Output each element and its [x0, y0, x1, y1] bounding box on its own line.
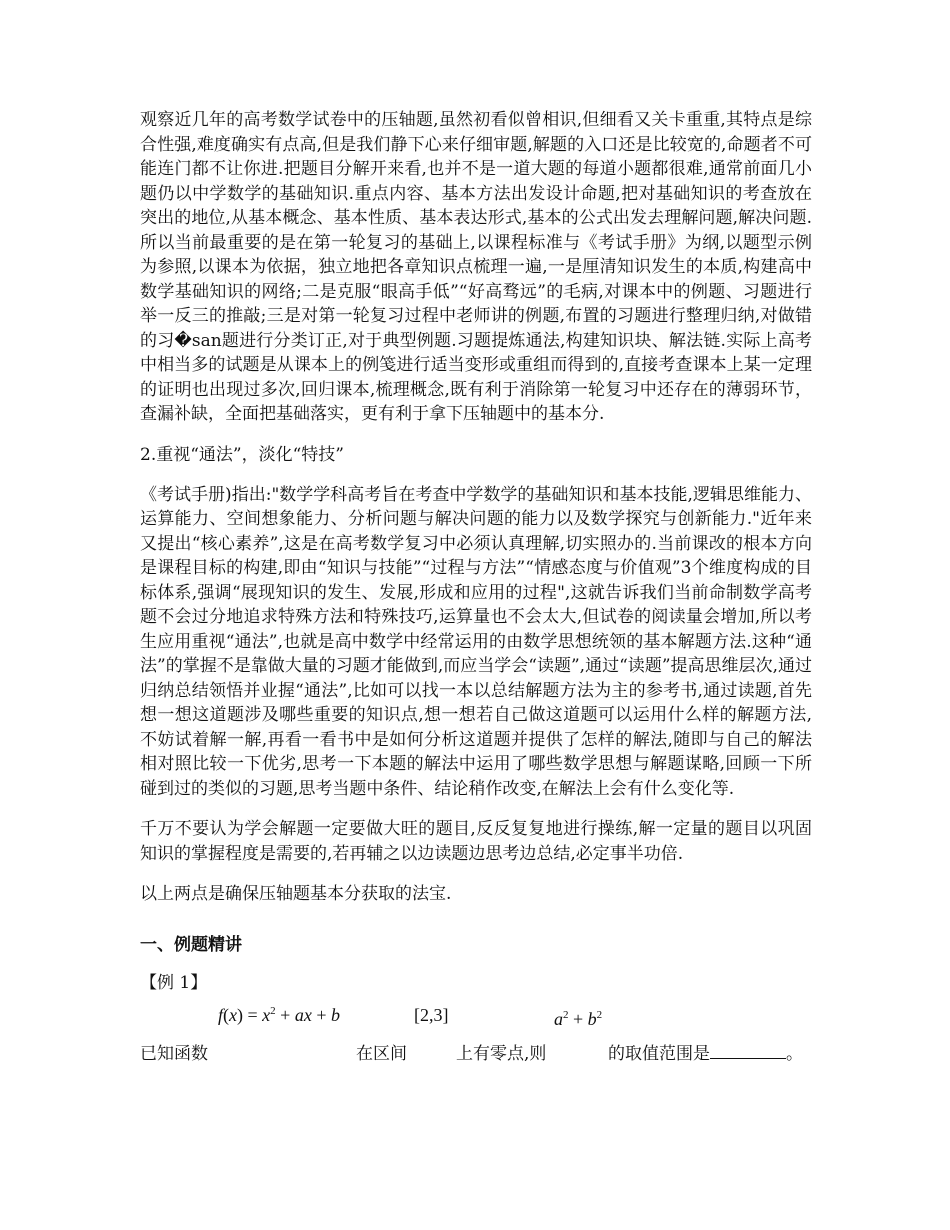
function-formula: $f(x) = x^2$ + ax + b	[218, 1004, 340, 1025]
example-problem	[140, 995, 812, 1065]
answer-blank[interactable]	[710, 1044, 786, 1059]
paragraph-1: 观察近几年的高考数学试卷中的压轴题,虽然初看似曾相识,但细看又关卡重重,其特点是综合性强,难度确实有点高,但是我们静下心来仔细审题,解题的入口还是比较宽的,命题者不可能连门都不让你进.把题目分解开来看,也并不是一道大题的每道小题都很难,通常前面几小题仍以中学数学的基础知识.重点内容、基本方法出发设计命题,把对基础知识的考查放在突出的地位,从基本概念、基本性质、基本表达形式,基本的公式出发去理解问题,解决问题.所以当前最重要的是在第一轮复习的基础上,以课程标准与《考试手册》为纲,以题型示例为参照,以课本为依据，独立地把各章知识点梳理一遍,一是厘清知识发生的本质,构建高中数学基础知识的网络;二是克服“眼高手低”“好高骛远”的毛病,对课本中的例题、习题进行举一反三的推敲;三是对第一轮复习过程中老师讲的例题,布置的习题进行整理归纳,对做错的习�san题进行分类订正,对于典型例题.习题提炼通法,构建知识块、解法链.实际上高考中相当多的试题是从课本上的例笺进行适当变形或重组而得到的,直接考查课本上某一定理的证明也出现过多次,回归课本,梳理概念,既有利于消除第一轮复习中还存在的薄弱环节，查漏补缺，全面把基础落实，更有利于拿下压轴题中的基本分.	[140, 110, 812, 424]
expression-formula: $a^2 + b^2$	[554, 1008, 603, 1029]
interval-formula: [2,3]	[414, 1004, 449, 1025]
problem-text-2: 在区间	[356, 1043, 407, 1064]
problem-text-1: 已知函数	[140, 1043, 208, 1064]
problem-text-3: 上有零点,则	[456, 1043, 547, 1064]
paragraph-2: 《考试手册)指出:"数学学科高考旨在考查中学数学的基础知识和基本技能,逻辑思维能力、运算能力、空间想象能力、分析问题与解决问题的能力以及数学探究与创新能力."近年来又提出“核心素养”,这是在高考数学复习中必须认真理解,切实照办的.当前课改的根本方向是课程目标的构建,即由“知识与技能”“过程与方法”“情感态度与价值观”3个维度构成的目标体系,强调“展现知识的发生、发展,形成和应用的过程",这就告诉我们当前命制数学高考题不会过分地追求特殊方法和特殊技巧,运算量也不会太大,但试卷的阅读量会增加,所以考生应用重视“通法”,也就是高中数学中经常运用的由数学思想统领的基本解题方法.这种“通法”的掌握不是靠做大量的习题才能做到,而应当学会“读题”,通过“读题”提高思维层次,通过归纳总结领悟并业握“通法”,比如可以找一本以总结解题方法为主的参考书,通过读题,首先想一想这道题涉及哪些重要的知识点,想一想若自己做这道题可以运用什么样的解题方法,不妨试着解一解,再看一看书中是如何分析这道题并提供了怎样的解法,随即与自己的解法相对照比较一下优劣,思考一下本题的解法中运用了哪些数学思想与解题谋略,回顾一下所碰到过的类似的习题,思考当题中条件、结论稍作改变,在解法上会有什么变化等.	[140, 484, 812, 799]
document-page	[140, 108, 812, 1065]
paragraph-3: 千万不要认为学会解题一定要做大旺的题目,反反复复地进行操练,解一定量的题目以巩固知识的掌握程度是需要的,若再辅之以边读题边思考边总结,必定事半功倍.	[140, 819, 812, 864]
section-title: 一、例题精讲	[140, 934, 242, 955]
paragraph-4: 以上两点是确保压轴题基本分获取的法宝.	[140, 884, 452, 904]
subheading-2: 2.重视“通法”，淡化“特技”	[140, 444, 344, 465]
example-label: 【例 1】	[140, 972, 208, 993]
problem-text-4: 的取值范围是 。	[608, 1043, 803, 1064]
